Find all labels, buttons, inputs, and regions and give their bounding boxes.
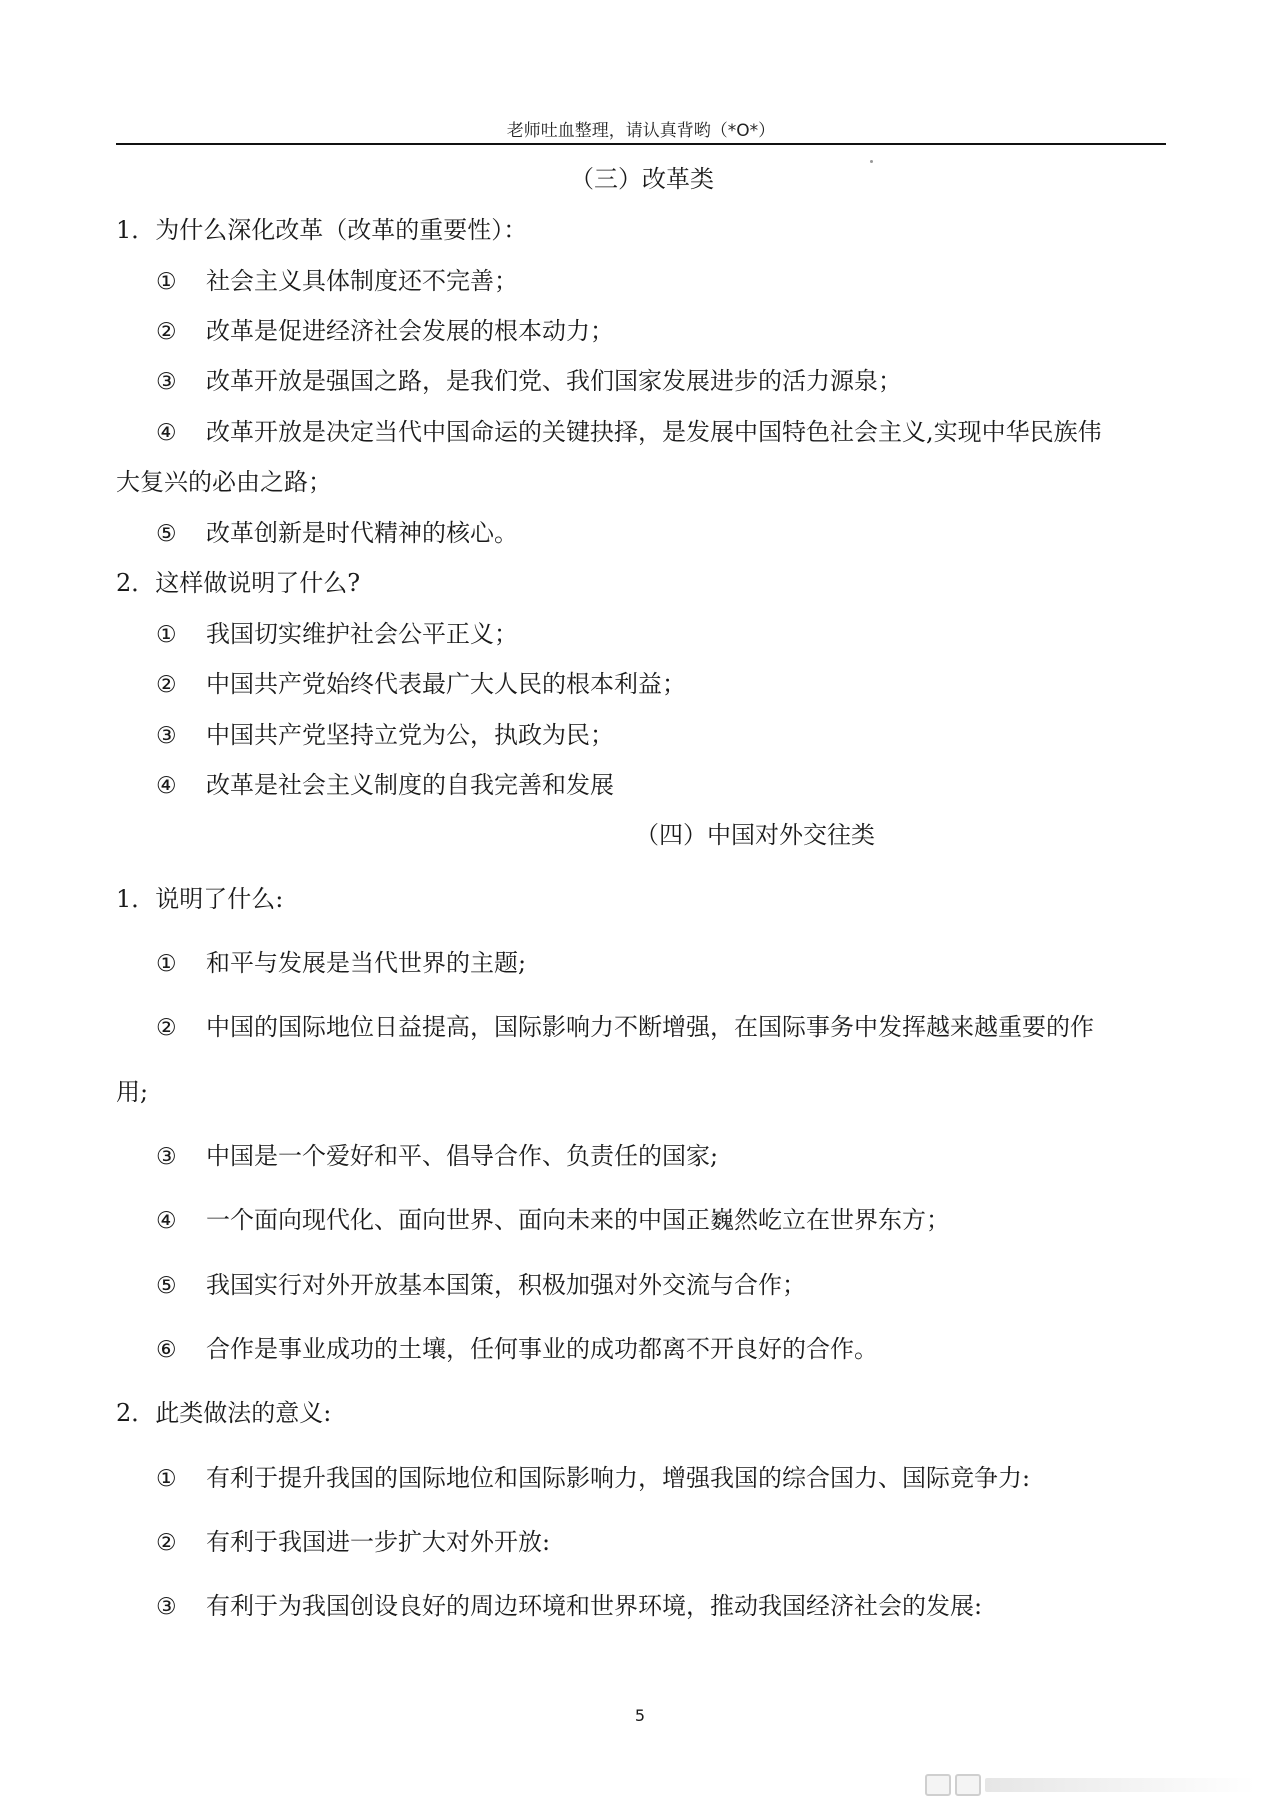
- list-item: [116, 1461, 1208, 1496]
- item-text: 改革是社会主义制度的自我完善和发展: [206, 771, 614, 799]
- page-number: 5: [634, 1706, 646, 1725]
- list-item: [116, 946, 1208, 981]
- list-item: [116, 415, 1208, 450]
- list-item: [116, 718, 1208, 753]
- item-text: 一个面向现代化、面向世界、面向未来的中国正巍然屹立在世界东方；: [206, 1206, 950, 1234]
- list-item: [116, 1589, 1208, 1624]
- list-item: [116, 1010, 1208, 1045]
- section-title-foreign-relations: （四）中国对外交往类: [635, 821, 875, 849]
- list-item: [116, 1525, 1208, 1560]
- watermark-strip: [925, 1774, 1255, 1796]
- item-number: ③: [156, 1594, 177, 1620]
- section-title-reform: （三）改革类: [570, 165, 714, 193]
- item-number: ②: [156, 1530, 177, 1556]
- item-text: 中国的国际地位日益提高，国际影响力不断增强，在国际事务中发挥越来越重要的作: [206, 1013, 1094, 1041]
- header-rule: [116, 143, 1166, 145]
- item-text: 改革创新是时代精神的核心。: [206, 519, 518, 547]
- list-item: [116, 314, 1208, 349]
- item-text: 有利于提升我国的国际地位和国际影响力，增强我国的综合国力、国际竞争力:: [206, 1464, 1031, 1492]
- list-item: [116, 617, 1208, 652]
- item-number: ④: [156, 420, 177, 446]
- item-number: ①: [156, 951, 177, 977]
- item-number: ③: [156, 369, 177, 395]
- item-number: ④: [156, 773, 177, 799]
- list-item: [116, 768, 1208, 803]
- item-number: ⑥: [156, 1337, 177, 1363]
- item-number: ⑤: [156, 1273, 177, 1299]
- item-text: 改革是促进经济社会发展的根本动力；: [206, 317, 614, 345]
- item-number: ②: [156, 672, 177, 698]
- item-text: 有利于我国进一步扩大对外开放:: [206, 1528, 551, 1556]
- list-item: [116, 1332, 1208, 1367]
- item-text: 合作是事业成功的土壤，任何事业的成功都离不开良好的合作。: [206, 1335, 878, 1363]
- list-item: [116, 516, 1208, 551]
- list-item: [116, 1268, 1208, 1303]
- watermark-block: [925, 1774, 951, 1796]
- item-number: ③: [156, 1144, 177, 1170]
- item-number: ①: [156, 622, 177, 648]
- item-text: 社会主义具体制度还不完善；: [206, 267, 518, 295]
- item-text: 中国共产党始终代表最广大人民的根本利益；: [206, 670, 686, 698]
- item-text: 我国实行对外开放基本国策，积极加强对外交流与合作；: [206, 1271, 806, 1299]
- item-number: ①: [156, 269, 177, 295]
- question-label: 2．这样做说明了什么?: [116, 569, 361, 597]
- item-text: 改革开放是强国之路，是我们党、我们国家发展进步的活力源泉；: [206, 367, 902, 395]
- question-label: 1．为什么深化改革（改革的重要性）：: [116, 216, 528, 244]
- item-text: 中国是一个爱好和平、倡导合作、负责任的国家;: [206, 1142, 719, 1170]
- list-item: [116, 1139, 1208, 1174]
- watermark-fade: [985, 1778, 1255, 1792]
- item-number: ③: [156, 723, 177, 749]
- item-number: ⑤: [156, 521, 177, 547]
- list-item: [116, 364, 1208, 399]
- item-text: 改革开放是决定当代中国命运的关键抉择，是发展中国特色社会主义,实现中华民族伟: [206, 418, 1102, 446]
- list-item: [116, 667, 1208, 702]
- question-label: 2．此类做法的意义:: [116, 1399, 332, 1427]
- question-label: 1．说明了什么:: [116, 885, 284, 913]
- item-continuation: 用;: [116, 1078, 149, 1106]
- item-continuation: 大复兴的必由之路；: [116, 468, 332, 496]
- item-text: 有利于为我国创设良好的周边环境和世界环境，推动我国经济社会的发展:: [206, 1592, 983, 1620]
- item-number: ④: [156, 1208, 177, 1234]
- page-header: 老师吐血整理，请认真背哟（*O*）: [506, 121, 776, 141]
- item-number: ②: [156, 1015, 177, 1041]
- item-text: 我国切实维护社会公平正义；: [206, 620, 518, 648]
- list-item: [116, 264, 1208, 299]
- item-text: 和平与发展是当代世界的主题;: [206, 949, 527, 977]
- item-number: ②: [156, 319, 177, 345]
- watermark-block: [955, 1774, 981, 1796]
- list-item: [116, 1203, 1208, 1238]
- item-number: ①: [156, 1466, 177, 1492]
- item-text: 中国共产党坚持立党为公，执政为民；: [206, 721, 614, 749]
